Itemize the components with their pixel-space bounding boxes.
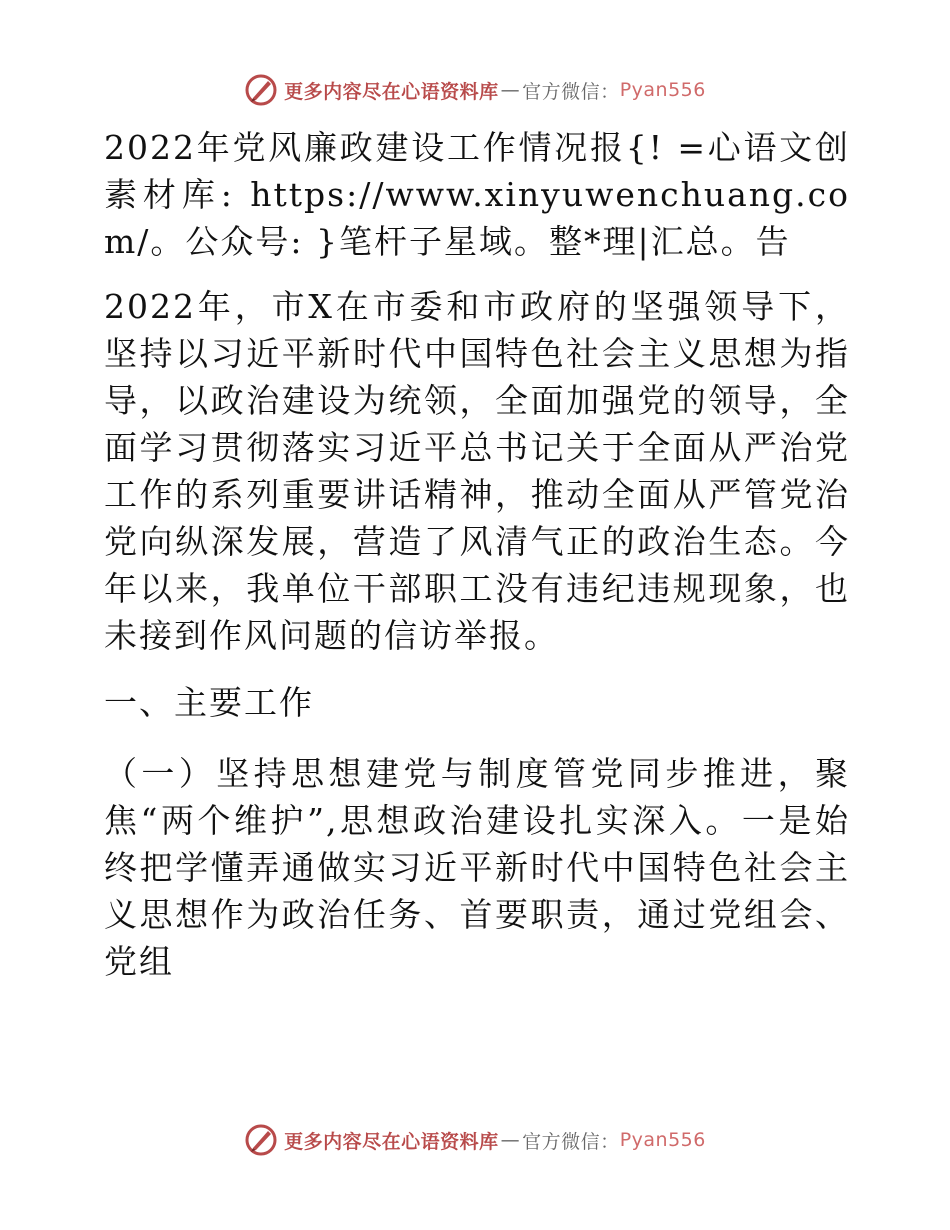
banner-wechat-label: 官方微信： bbox=[522, 1130, 620, 1153]
footer-watermark-banner bbox=[0, 1120, 950, 1160]
banner-wechat-handle: Pyan556 bbox=[619, 1129, 706, 1151]
banner-brand-text: 更多内容尽在心语资料库 bbox=[284, 80, 499, 103]
banner-wechat-label: 官方微信： bbox=[522, 80, 620, 103]
header-watermark-banner bbox=[0, 70, 950, 110]
banner-separator: — bbox=[500, 79, 521, 101]
subsection-paragraph: （一）坚持思想建党与制度管党同步推进，聚焦“两个维护”,思想政治建设扎实深入。一是始终把学懂弄通做实习近平新时代中国特色社会主义思想作为政治任务、首要职责，通过党组会、党组 bbox=[104, 754, 850, 981]
intro-paragraph: 2022年，市X在市委和市政府的坚强领导下，坚持以习近平新时代中国特色社会主义思想为指导，以政治建设为统领，全面加强党的领导，全面学习贯彻落实习近平总书记关于全面从严治党工作的系列重要讲话精神，推动全面从严管党治党向纵深发展，营造了风清气正的政治生态。今年以来，我单位干部职工没有违纪违规现象，也未接到作风问题的信访举报。 bbox=[104, 287, 850, 655]
document-title: 2022年党风廉政建设工作情况报{! =心语文创素材库: https://www.xinyuwenchuang.com/。公众号: }笔杆子星域。整*理|汇总。告 bbox=[104, 128, 850, 261]
pen-logo-icon bbox=[244, 1123, 278, 1157]
banner-brand-text: 更多内容尽在心语资料库 bbox=[284, 1130, 499, 1153]
document-body bbox=[98, 124, 850, 1005]
banner-wechat-handle: Pyan556 bbox=[619, 79, 706, 101]
banner-separator: — bbox=[500, 1129, 521, 1151]
pen-logo-icon bbox=[244, 73, 278, 107]
section-heading: 一、主要工作 bbox=[104, 683, 314, 722]
